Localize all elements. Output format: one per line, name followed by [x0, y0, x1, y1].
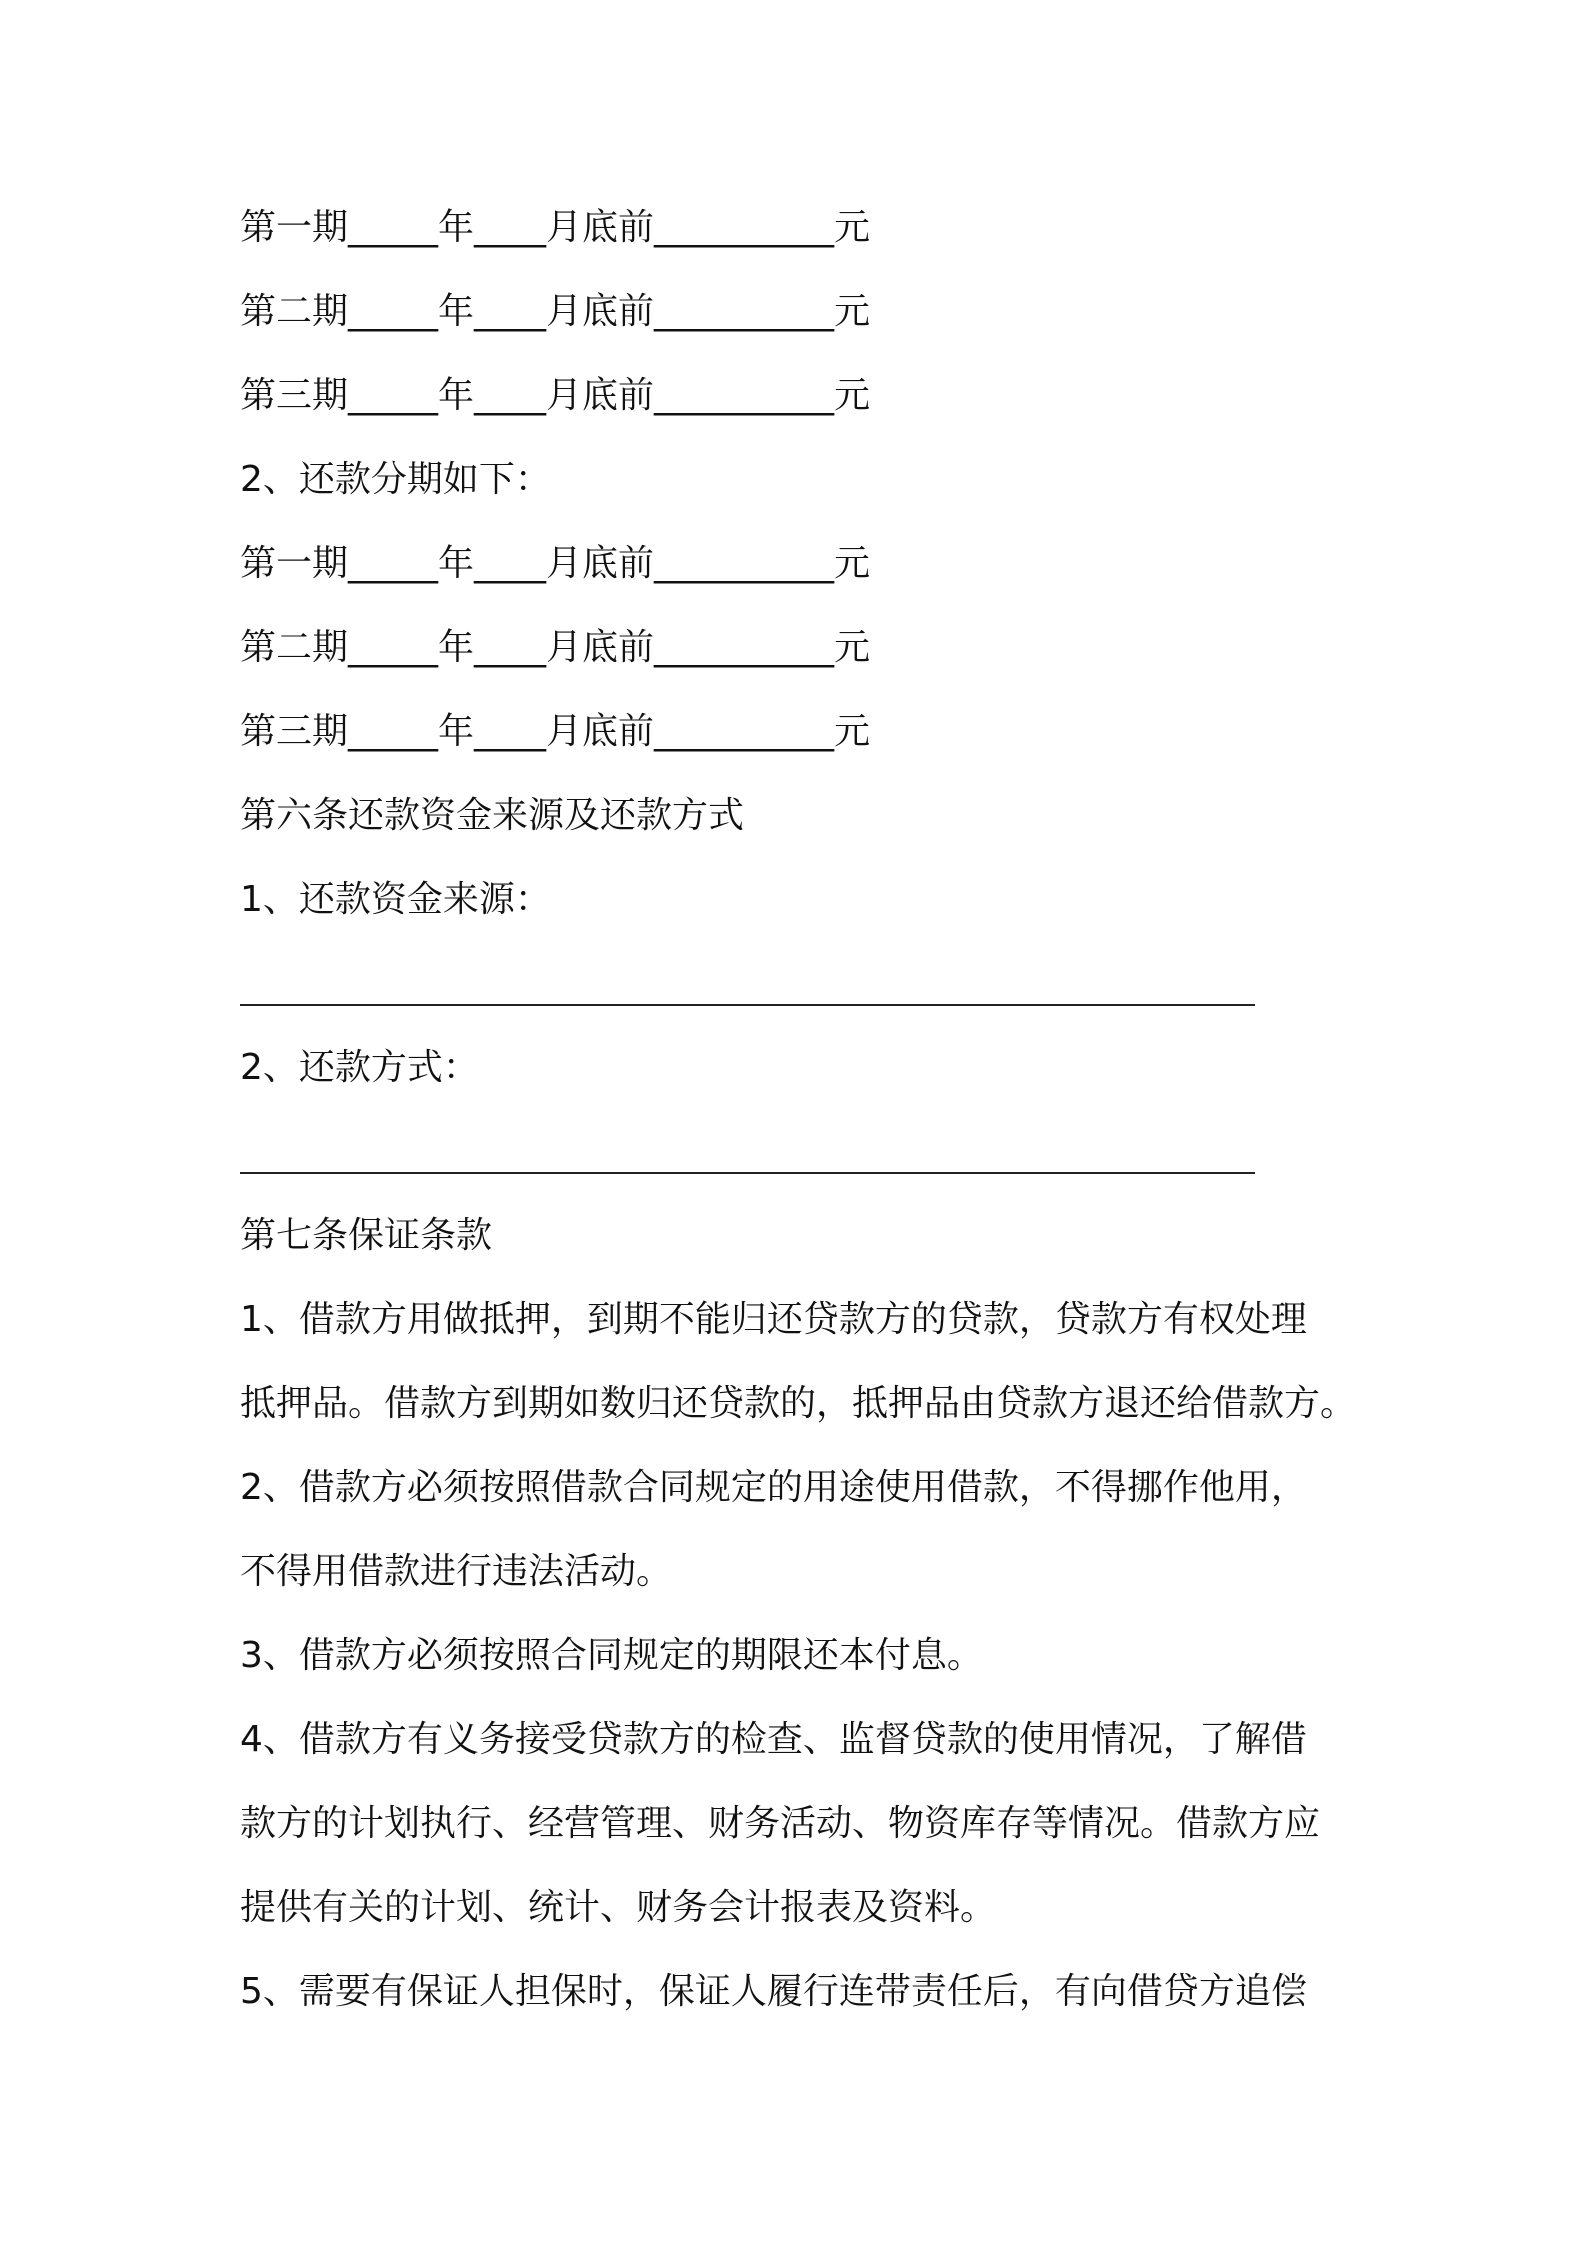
- repayment-installments-heading: 2、还款分期如下：: [240, 459, 551, 500]
- clause-4-line-2: 款方的计划执行、经营管理、财务活动、物资库存等情况。借款方应: [240, 1803, 1321, 1844]
- clause-4-line-1: 4、借款方有义务接受贷款方的检查、监督贷款的使用情况，了解借: [240, 1719, 1307, 1760]
- article-seven-heading: 第七条保证条款: [240, 1215, 493, 1256]
- installment-line-3: 第三期_____年____月底前__________元: [240, 375, 871, 416]
- repayment-method-blank-line: [240, 1172, 1255, 1174]
- article-six-heading: 第六条还款资金来源及还款方式: [240, 795, 745, 836]
- clause-1-line-1: 1、借款方用做抵押，到期不能归还贷款方的贷款，贷款方有权处理: [240, 1299, 1307, 1340]
- installment-line-2: 第二期_____年____月底前__________元: [240, 291, 871, 332]
- installment-line-1: 第一期_____年____月底前__________元: [240, 207, 871, 248]
- clause-4-line-3: 提供有关的计划、统计、财务会计报表及资料。: [240, 1887, 997, 1928]
- clause-2-line-2: 不得用借款进行违法活动。: [240, 1551, 673, 1592]
- repayment-method-label: 2、还款方式：: [240, 1047, 479, 1088]
- clause-5-line-1: 5、需要有保证人担保时，保证人履行连带责任后，有向借贷方追偿: [240, 1971, 1307, 2012]
- repayment-line-2: 第二期_____年____月底前__________元: [240, 627, 871, 668]
- fund-source-label: 1、还款资金来源：: [240, 879, 551, 920]
- clause-1-line-2: 抵押品。借款方到期如数归还贷款的，抵押品由贷款方退还给借款方。: [240, 1383, 1357, 1424]
- repayment-line-3: 第三期_____年____月底前__________元: [240, 711, 871, 752]
- fund-source-blank-line: [240, 1004, 1255, 1006]
- clause-2-line-1: 2、借款方必须按照借款合同规定的用途使用借款，不得挪作他用，: [240, 1467, 1307, 1508]
- repayment-line-1: 第一期_____年____月底前__________元: [240, 543, 871, 584]
- clause-3-line-1: 3、借款方必须按照合同规定的期限还本付息。: [240, 1635, 983, 1676]
